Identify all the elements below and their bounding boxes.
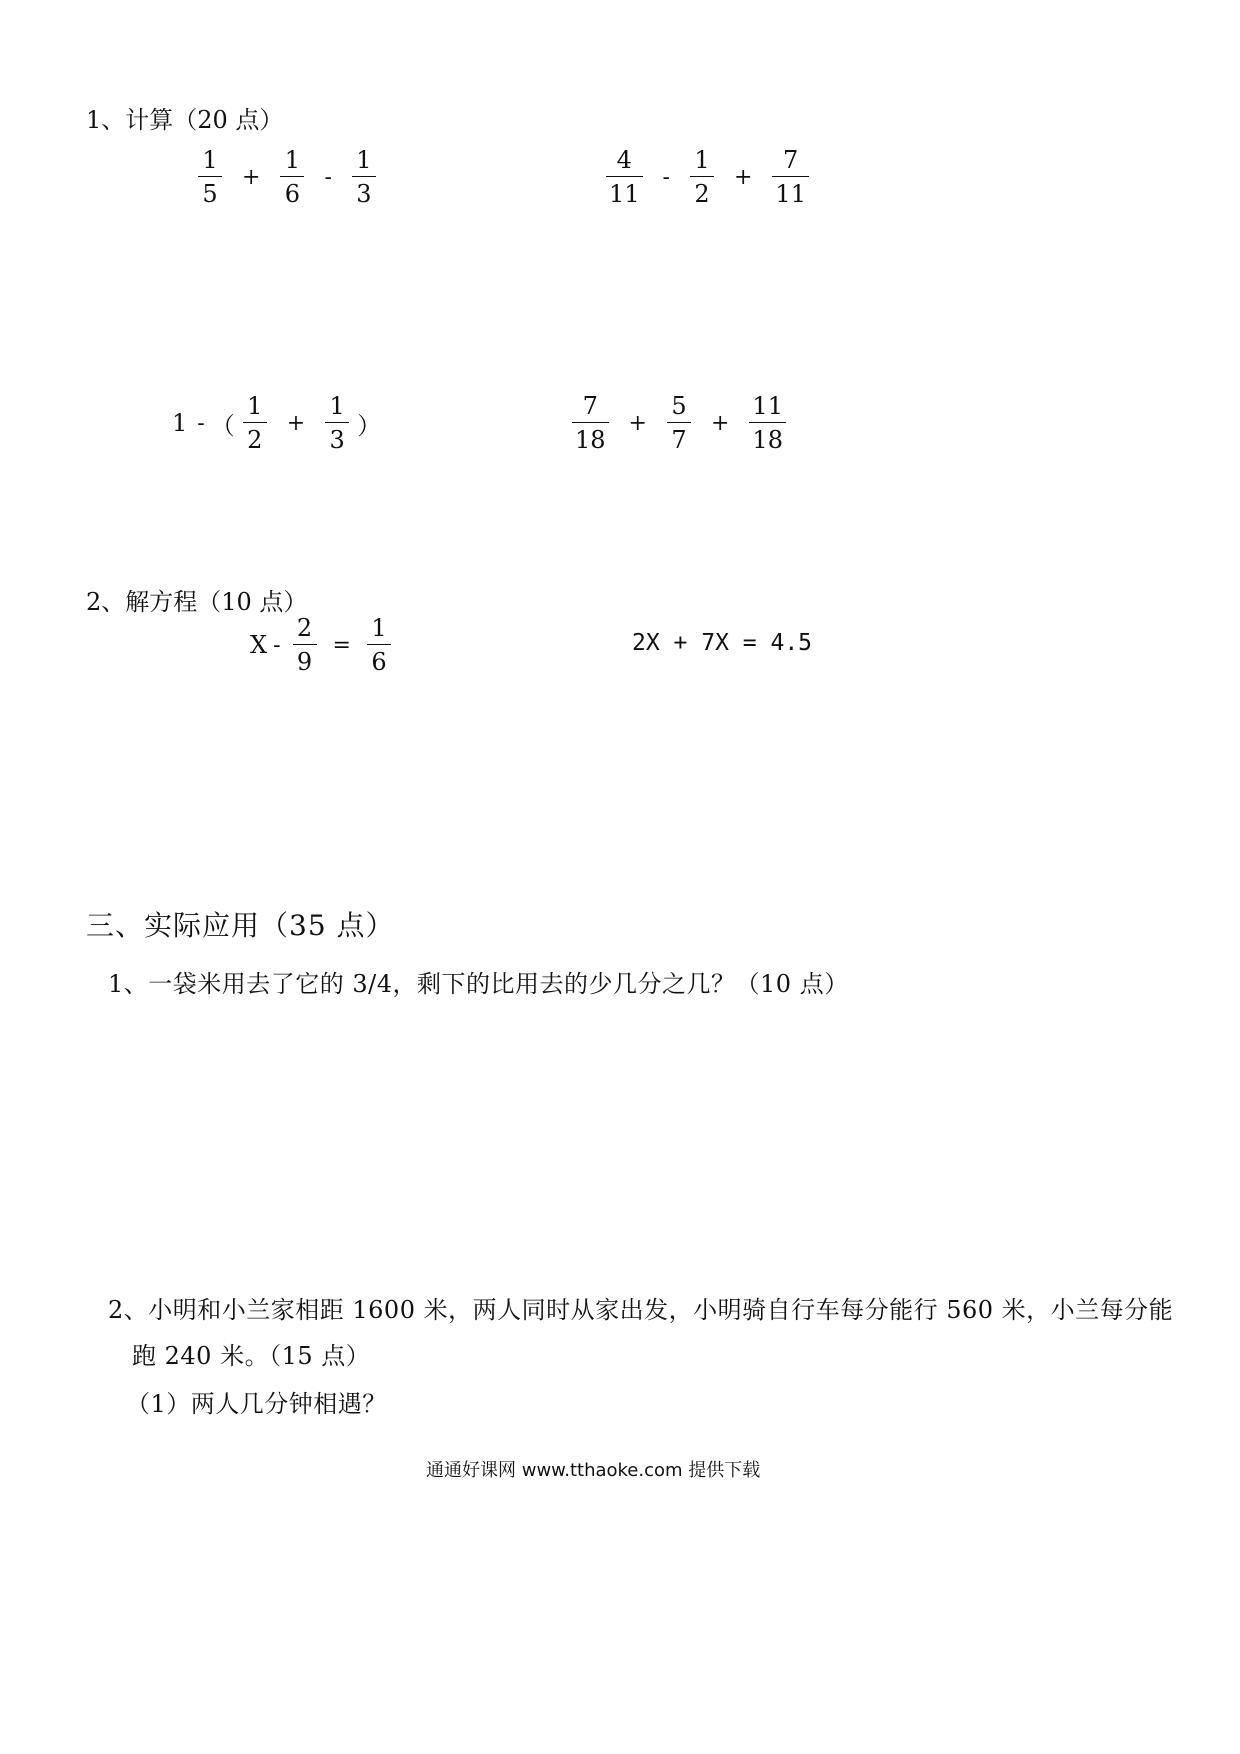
lead-number: 1 bbox=[172, 409, 188, 437]
problem-2-line-1: 2、小明和小兰家相距 1600 米，两人同时从家出发，小明骑自行车每分能行 560 米，小兰每分能 bbox=[108, 1296, 1174, 1324]
equation-2: 2X + 7X = 4.5 bbox=[632, 630, 813, 656]
problem-1: 1、一袋米用去了它的 3/4，剩下的比用去的少几分之几？（10 点） bbox=[108, 970, 849, 998]
operator: - bbox=[324, 164, 332, 190]
calc-expression-3 bbox=[172, 394, 383, 452]
fraction: $\frac{1}{2}$ bbox=[690, 148, 714, 206]
problem-2-subquestion-1: （1）两人几分钟相遇？ bbox=[126, 1390, 387, 1418]
operator: + bbox=[710, 410, 730, 436]
equation-1 bbox=[250, 616, 397, 674]
operator: + bbox=[628, 410, 647, 436]
calc-expression-4 bbox=[566, 394, 792, 452]
operator: - bbox=[273, 632, 281, 658]
fraction: $\frac{1}{2}$ bbox=[243, 394, 267, 452]
operator: + bbox=[242, 164, 261, 190]
application-heading: 三、实际应用（35 点） bbox=[86, 909, 395, 942]
fraction: $\frac{1}{6}$ bbox=[280, 148, 304, 206]
fraction: $\frac{7}{18}$ bbox=[572, 394, 609, 452]
fraction: $\frac{1}{5}$ bbox=[198, 148, 222, 206]
fraction: $\frac{5}{7}$ bbox=[667, 394, 691, 452]
left-paren: （ bbox=[210, 411, 235, 440]
calc-expression-2 bbox=[600, 148, 815, 206]
operator: + bbox=[733, 164, 753, 190]
operator: + bbox=[286, 410, 306, 436]
equals-sign: = bbox=[332, 632, 351, 658]
calc-heading: 1、计算（20 点） bbox=[86, 106, 284, 134]
calc-expression-1 bbox=[192, 148, 382, 206]
footer-text: 通通好课网 www.tthaoke.com 提供下载 bbox=[426, 1460, 761, 1481]
operator: - bbox=[662, 164, 670, 190]
fraction: $\frac{4}{11}$ bbox=[606, 148, 643, 206]
right-paren: ） bbox=[357, 411, 382, 440]
variable: X bbox=[250, 631, 268, 659]
equation-heading: 2、解方程（10 点） bbox=[86, 588, 308, 616]
fraction: $\frac{1}{6}$ bbox=[367, 616, 391, 674]
fraction: $\frac{1}{3}$ bbox=[352, 148, 376, 206]
fraction: $\frac{2}{9}$ bbox=[293, 616, 317, 674]
fraction: $\frac{7}{11}$ bbox=[772, 148, 809, 206]
operator: - bbox=[197, 410, 205, 436]
problem-2-line-2: 跑 240 米。（15 点） bbox=[132, 1342, 371, 1370]
fraction: $\frac{1}{3}$ bbox=[325, 394, 349, 452]
fraction: $\frac{11}{18}$ bbox=[749, 394, 786, 452]
